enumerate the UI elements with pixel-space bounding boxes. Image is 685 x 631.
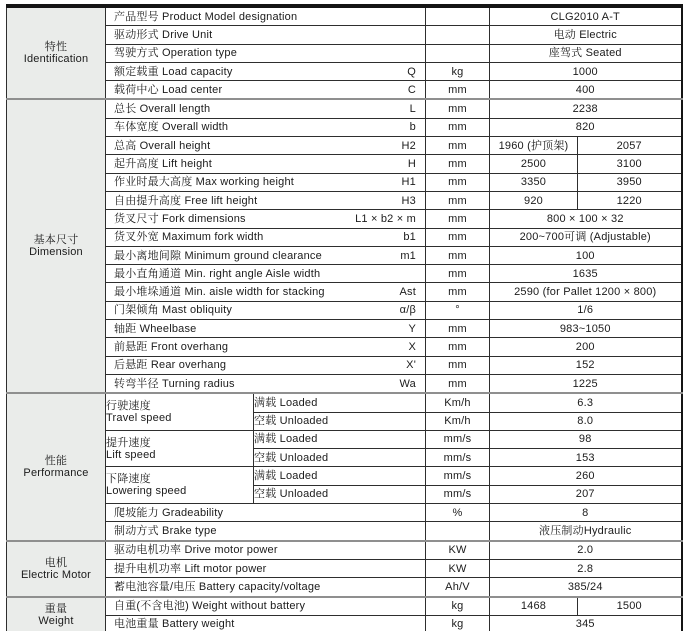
unit-cell: mm <box>426 356 490 374</box>
param-symbol: H2 <box>401 139 416 152</box>
param-symbol: H1 <box>401 176 416 189</box>
param-cell <box>106 246 426 264</box>
param-group-en: Lowering speed <box>106 485 187 498</box>
table-row <box>7 393 682 412</box>
value-cell: 8.0 <box>490 412 682 430</box>
param-cell <box>106 578 426 597</box>
param-cell <box>106 597 426 616</box>
param-load-state: 满载 Loaded <box>254 430 426 448</box>
param-wrap <box>106 176 425 188</box>
value-cell: 座驾式 Seated <box>490 44 682 62</box>
value-cell: 1/6 <box>490 301 682 319</box>
param-name: 驱动电机功率 Drive motor power <box>114 544 278 557</box>
unit-cell: Km/h <box>426 393 490 412</box>
spec-table <box>6 4 683 631</box>
param-wrap <box>106 304 425 316</box>
unit-cell: KW <box>426 559 490 577</box>
unit-cell: Ah/V <box>426 578 490 597</box>
table-row <box>7 541 682 560</box>
param-symbol: b <box>409 121 416 134</box>
param-wrap <box>106 231 425 243</box>
section-label <box>7 597 106 631</box>
param-load-state: 满载 Loaded <box>254 467 426 485</box>
param-cell <box>106 320 426 338</box>
section-label <box>7 99 106 393</box>
param-cell <box>106 191 426 209</box>
param-group-en: Lift speed <box>106 448 156 461</box>
unit-cell: mm <box>426 228 490 246</box>
unit-cell: mm <box>426 374 490 393</box>
param-name: 电池重量 Battery weight <box>114 618 235 631</box>
value-cell-right: 3950 <box>578 173 682 191</box>
value-cell: 345 <box>490 615 682 631</box>
section-label-cn: 重量 <box>44 603 68 616</box>
value-cell-right: 1500 <box>578 597 682 616</box>
section-label-en: Electric Motor <box>20 568 92 581</box>
param-name: 制动方式 Brake type <box>114 524 217 537</box>
value-cell: 153 <box>490 449 682 467</box>
param-group-cn: 下降速度 <box>106 473 151 486</box>
unit-cell: mm <box>426 246 490 264</box>
section-label-en: Identification <box>23 53 89 66</box>
unit-cell: mm <box>426 338 490 356</box>
table-row <box>7 137 682 155</box>
section-label-cn: 基本尺寸 <box>33 234 79 247</box>
value-cell: 2238 <box>490 99 682 118</box>
param-wrap <box>106 213 425 225</box>
unit-cell: kg <box>426 615 490 631</box>
param-name: 总长 Overall length <box>114 103 211 116</box>
param-symbol: Q <box>407 65 416 78</box>
value-cell-left: 1468 <box>490 597 578 616</box>
table-row <box>7 301 682 319</box>
unit-cell: % <box>426 504 490 522</box>
value-cell: 1225 <box>490 374 682 393</box>
param-name: 前悬距 Front overhang <box>114 340 229 353</box>
section-label-cn: 性能 <box>44 454 68 467</box>
param-symbol: b1 <box>403 231 416 244</box>
unit-cell <box>426 6 490 26</box>
param-symbol: H <box>407 158 416 171</box>
unit-cell: mm <box>426 320 490 338</box>
unit-cell: mm/s <box>426 485 490 503</box>
unit-cell: mm/s <box>426 430 490 448</box>
param-load-state: 空载 Unloaded <box>254 449 426 467</box>
value-cell: CLG2010 A-T <box>490 6 682 26</box>
unit-cell <box>426 44 490 62</box>
unit-cell: mm <box>426 118 490 136</box>
unit-cell <box>426 26 490 44</box>
table-row <box>7 6 682 26</box>
param-wrap <box>106 525 425 537</box>
param-wrap <box>106 195 425 207</box>
param-cell <box>106 559 426 577</box>
param-load-state: 空载 Unloaded <box>254 412 426 430</box>
table-row <box>7 338 682 356</box>
value-cell: 152 <box>490 356 682 374</box>
value-cell-right: 2057 <box>578 137 682 155</box>
unit-cell: mm <box>426 173 490 191</box>
param-group <box>106 467 254 504</box>
param-name: 货叉尺寸 Fork dimensions <box>114 212 246 225</box>
table-row <box>7 246 682 264</box>
param-name: 货叉外宽 Maximum fork width <box>114 231 264 244</box>
param-symbol: Y <box>408 322 416 335</box>
param-name: 蓄电池容量/电压 Battery capacity/voltage <box>114 580 321 593</box>
param-cell <box>106 228 426 246</box>
param-name: 转弯半径 Turning radius <box>114 377 235 390</box>
table-row <box>7 81 682 100</box>
unit-cell: mm <box>426 81 490 100</box>
unit-cell: mm <box>426 191 490 209</box>
value-cell-left: 3350 <box>490 173 578 191</box>
param-cell <box>106 301 426 319</box>
section-label-en: Dimension <box>29 246 83 259</box>
param-name: 轴距 Wheelbase <box>114 322 197 335</box>
param-name: 最小离地间隙 Minimum ground clearance <box>114 249 322 262</box>
param-group <box>106 430 254 467</box>
param-cell <box>106 26 426 44</box>
param-wrap <box>106 600 425 612</box>
param-symbol: C <box>407 83 416 96</box>
param-symbol: Wa <box>399 377 416 390</box>
param-cell <box>106 137 426 155</box>
table-row <box>7 374 682 393</box>
table-row <box>7 26 682 44</box>
param-wrap <box>106 378 425 390</box>
param-load-state: 满载 Loaded <box>254 393 426 412</box>
param-cell <box>106 283 426 301</box>
param-wrap <box>106 121 425 133</box>
table-row <box>7 467 682 485</box>
section-label <box>7 6 106 99</box>
param-cell <box>106 356 426 374</box>
param-wrap <box>106 268 425 280</box>
param-group <box>106 393 254 430</box>
param-name: 最小堆垛通道 Min. aisle width for stacking <box>114 286 325 299</box>
param-wrap <box>106 29 425 41</box>
param-name: 车体宽度 Overall width <box>114 121 229 134</box>
param-name: 作业时最大高度 Max working height <box>114 176 295 189</box>
param-name: 后悬距 Rear overhang <box>114 359 227 372</box>
value-cell: 100 <box>490 246 682 264</box>
table-row <box>7 356 682 374</box>
param-cell <box>106 6 426 26</box>
value-cell-left: 2500 <box>490 155 578 173</box>
param-cell <box>106 81 426 100</box>
param-cell <box>106 173 426 191</box>
table-row <box>7 118 682 136</box>
table-row <box>7 62 682 80</box>
unit-cell: ° <box>426 301 490 319</box>
param-cell <box>106 210 426 228</box>
table-row <box>7 578 682 597</box>
value-cell: 260 <box>490 467 682 485</box>
unit-cell: Km/h <box>426 412 490 430</box>
param-symbol: α/β <box>399 304 416 317</box>
param-wrap <box>106 563 425 575</box>
table-row <box>7 615 682 631</box>
unit-cell: kg <box>426 62 490 80</box>
param-name: 最小直角通道 Min. right angle Aisle width <box>114 267 321 280</box>
param-cell <box>106 44 426 62</box>
param-cell <box>106 522 426 541</box>
value-cell: 200 <box>490 338 682 356</box>
value-cell: 400 <box>490 81 682 100</box>
param-symbol: m1 <box>400 249 416 262</box>
param-group-cn: 提升速度 <box>106 436 151 449</box>
param-wrap <box>106 66 425 78</box>
unit-cell: mm <box>426 155 490 173</box>
unit-cell: mm <box>426 210 490 228</box>
table-row <box>7 559 682 577</box>
unit-cell: mm <box>426 265 490 283</box>
param-wrap <box>106 618 425 630</box>
table-row <box>7 228 682 246</box>
value-cell: 385/24 <box>490 578 682 597</box>
param-wrap <box>106 507 425 519</box>
table-row <box>7 597 682 616</box>
value-cell: 2590 (for Pallet 1200 × 800) <box>490 283 682 301</box>
param-name: 额定载重 Load capacity <box>114 65 233 78</box>
value-cell: 8 <box>490 504 682 522</box>
param-load-state: 空载 Unloaded <box>254 485 426 503</box>
value-cell: 6.3 <box>490 393 682 412</box>
param-symbol: L1 × b2 × m <box>355 212 416 225</box>
value-cell: 820 <box>490 118 682 136</box>
param-group-en: Travel speed <box>106 412 172 425</box>
param-wrap <box>106 103 425 115</box>
param-wrap <box>106 286 425 298</box>
value-cell-left: 1960 (护顶架) <box>490 137 578 155</box>
table-row <box>7 44 682 62</box>
section-label <box>7 393 106 540</box>
table-row <box>7 210 682 228</box>
param-cell <box>106 155 426 173</box>
table-row <box>7 265 682 283</box>
value-cell-left: 920 <box>490 191 578 209</box>
unit-cell: kg <box>426 597 490 616</box>
param-wrap <box>106 47 425 59</box>
section-label <box>7 541 106 597</box>
param-name: 爬坡能力 Gradeability <box>114 506 224 519</box>
unit-cell: mm <box>426 99 490 118</box>
table-row <box>7 283 682 301</box>
param-wrap <box>106 84 425 96</box>
value-cell: 液压制动Hydraulic <box>490 522 682 541</box>
param-wrap <box>106 158 425 170</box>
value-cell: 1635 <box>490 265 682 283</box>
unit-cell: mm/s <box>426 449 490 467</box>
param-name: 产品型号 Product Model designation <box>114 10 298 23</box>
table-row <box>7 430 682 448</box>
section-label-en: Performance <box>23 466 89 479</box>
value-cell: 207 <box>490 485 682 503</box>
unit-cell <box>426 522 490 541</box>
param-group-cn: 行驶速度 <box>106 400 151 413</box>
param-cell <box>106 615 426 631</box>
table-row <box>7 522 682 541</box>
value-cell: 800 × 100 × 32 <box>490 210 682 228</box>
value-cell: 200~700可调 (Adjustable) <box>490 228 682 246</box>
param-cell <box>106 504 426 522</box>
param-wrap <box>106 140 425 152</box>
value-cell: 98 <box>490 430 682 448</box>
param-wrap <box>106 544 425 556</box>
value-cell: 2.0 <box>490 541 682 560</box>
param-cell <box>106 62 426 80</box>
section-label-en: Weight <box>38 615 74 628</box>
table-row <box>7 320 682 338</box>
value-cell-right: 1220 <box>578 191 682 209</box>
table-row <box>7 173 682 191</box>
value-cell: 983~1050 <box>490 320 682 338</box>
spec-table-body <box>7 6 682 631</box>
value-cell: 电动 Electric <box>490 26 682 44</box>
section-label-cn: 电机 <box>44 556 68 569</box>
param-name: 自重(不含电池) Weight without battery <box>114 600 306 613</box>
param-symbol: X' <box>406 359 416 372</box>
unit-cell: KW <box>426 541 490 560</box>
param-name: 驾驶方式 Operation type <box>114 47 238 60</box>
param-symbol: Ast <box>399 286 416 299</box>
param-wrap <box>106 323 425 335</box>
param-cell <box>106 265 426 283</box>
param-symbol: L <box>409 103 416 116</box>
param-cell <box>106 541 426 560</box>
param-cell <box>106 118 426 136</box>
table-row <box>7 99 682 118</box>
table-row <box>7 191 682 209</box>
param-wrap <box>106 359 425 371</box>
table-row <box>7 155 682 173</box>
param-name: 总高 Overall height <box>114 139 211 152</box>
param-name: 驱动形式 Drive Unit <box>114 28 213 41</box>
param-name: 载荷中心 Load center <box>114 83 223 96</box>
param-cell <box>106 374 426 393</box>
param-wrap <box>106 250 425 262</box>
unit-cell: mm/s <box>426 467 490 485</box>
param-symbol: H3 <box>401 194 416 207</box>
unit-cell: mm <box>426 137 490 155</box>
section-label-cn: 特性 <box>44 41 68 54</box>
value-cell: 2.8 <box>490 559 682 577</box>
param-symbol: X <box>408 340 416 353</box>
param-name: 自由提升高度 Free lift height <box>114 194 258 207</box>
param-name: 门架倾角 Mast obliquity <box>114 304 233 317</box>
value-cell-right: 3100 <box>578 155 682 173</box>
param-wrap <box>106 581 425 593</box>
param-wrap <box>106 11 425 23</box>
param-cell <box>106 99 426 118</box>
param-name: 提升电机功率 Lift motor power <box>114 562 267 575</box>
unit-cell: mm <box>426 283 490 301</box>
value-cell: 1000 <box>490 62 682 80</box>
table-row <box>7 504 682 522</box>
param-wrap <box>106 341 425 353</box>
param-cell <box>106 338 426 356</box>
param-name: 起升高度 Lift height <box>114 158 212 171</box>
